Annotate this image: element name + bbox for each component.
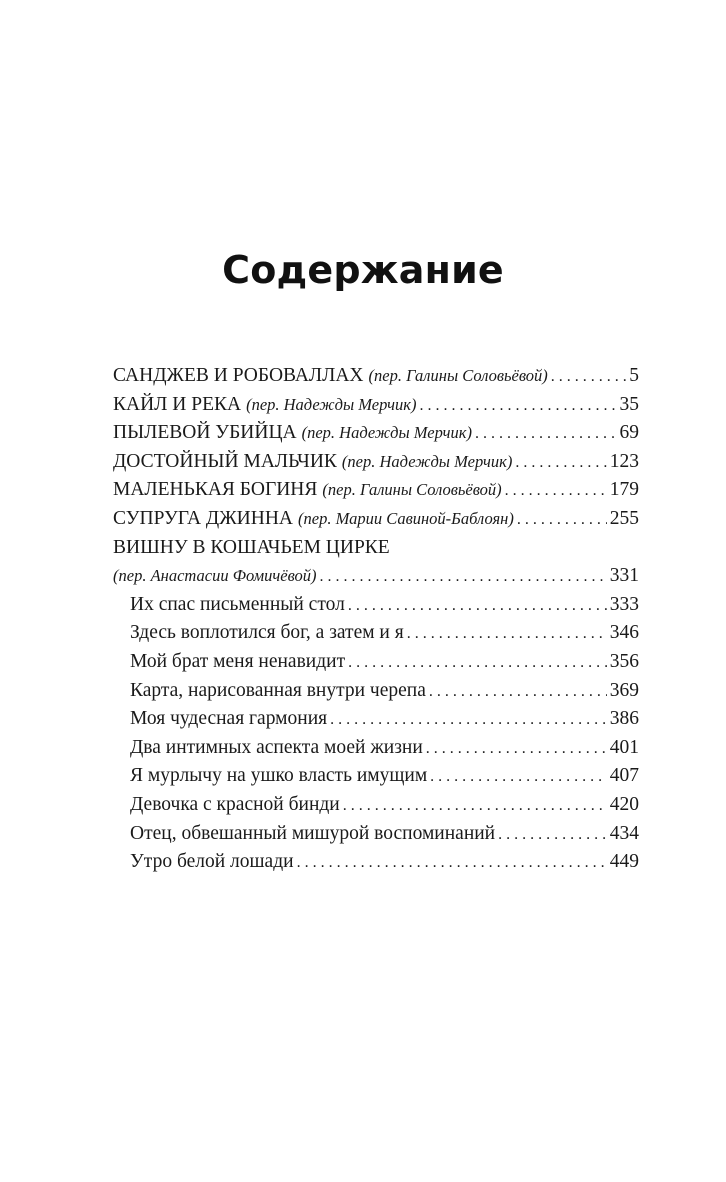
toc-entry-page: 255 bbox=[609, 507, 639, 529]
toc-entry-title: КАЙЛ И РЕКА bbox=[113, 393, 242, 415]
toc-entry-page: 179 bbox=[609, 479, 639, 501]
dot-leader bbox=[343, 797, 607, 815]
toc-subentry-title: Отец, обвешанный мишурой воспоминаний bbox=[130, 822, 496, 844]
dot-leader bbox=[475, 425, 617, 443]
toc-section-heading-vishnu[interactable]: ВИШНУ В КОШАЧЬЕМ ЦИРКЕ bbox=[113, 536, 390, 558]
dot-leader bbox=[348, 597, 607, 615]
dot-leader bbox=[330, 711, 607, 729]
toc-subentry-page: 333 bbox=[609, 593, 639, 615]
page-title: Содержание bbox=[222, 248, 504, 292]
toc-entry-translator: (пер. Надежды Мерчик) bbox=[301, 423, 472, 443]
toc-subentry[interactable] bbox=[113, 794, 639, 823]
toc-entry-dust-killer[interactable] bbox=[113, 422, 639, 451]
dot-leader bbox=[407, 625, 607, 643]
toc-subentry-title: Их спас письменный стол bbox=[130, 593, 345, 615]
dot-leader bbox=[419, 397, 616, 415]
dot-leader bbox=[515, 454, 606, 472]
toc-subentry[interactable] bbox=[113, 765, 639, 794]
toc-subentry-page: 356 bbox=[609, 650, 639, 672]
toc-entry-worthy-boy[interactable] bbox=[113, 451, 639, 480]
toc-entry-translator: (пер. Галины Соловьёвой) bbox=[368, 366, 548, 385]
toc-subentry-title: Девочка с красной бинди bbox=[130, 793, 340, 815]
toc-subentry-title: Я мурлычу на ушко власть имущим bbox=[130, 765, 428, 787]
dot-leader bbox=[551, 368, 626, 386]
toc-entry-title: ПЫЛЕВОЙ УБИЙЦА bbox=[113, 422, 297, 444]
toc-subentry[interactable] bbox=[113, 680, 639, 709]
toc-entry-translator: (пер. Надежды Мерчик) bbox=[341, 451, 513, 471]
toc-subentry-page: 401 bbox=[609, 736, 639, 758]
dot-leader bbox=[429, 683, 607, 701]
toc-entry-page: 123 bbox=[609, 450, 639, 472]
toc-entry-page: 69 bbox=[619, 422, 639, 444]
toc-subentry-page: 346 bbox=[609, 622, 639, 644]
toc-subentry[interactable] bbox=[113, 622, 639, 651]
toc-subentry-title: Карта, нарисованная внутри черепа bbox=[130, 679, 426, 701]
toc-entry-page: 35 bbox=[619, 393, 639, 415]
toc-subentry-page: 420 bbox=[609, 793, 639, 815]
toc-subentry-title: Утро белой лошади bbox=[130, 851, 294, 873]
toc-entry-little-goddess[interactable] bbox=[113, 479, 639, 508]
toc-entry-page: 331 bbox=[609, 565, 639, 587]
toc-subentry-page: 449 bbox=[609, 851, 639, 873]
toc-subentry-title: Моя чудесная гармония bbox=[130, 708, 328, 730]
toc-subentry-title: Два интимных аспекта моей жизни bbox=[130, 736, 423, 758]
toc-entry-title: СУПРУГА ДЖИННА bbox=[113, 507, 294, 529]
toc-entry-vishnu-translator[interactable] bbox=[113, 565, 639, 594]
toc-subentry[interactable] bbox=[113, 851, 639, 880]
toc-subentry-page: 386 bbox=[609, 708, 639, 730]
dot-leader bbox=[498, 826, 607, 844]
toc-subentry[interactable] bbox=[113, 737, 639, 766]
toc-subentry-page: 407 bbox=[609, 765, 639, 787]
dot-leader bbox=[320, 568, 607, 586]
toc-entry-translator: (пер. Надежды Мерчик) bbox=[246, 394, 417, 414]
dot-leader bbox=[430, 768, 607, 786]
toc-subentry[interactable] bbox=[113, 708, 639, 737]
dot-leader bbox=[517, 511, 607, 529]
toc-entry-page: 5 bbox=[629, 365, 639, 386]
toc-subentry[interactable] bbox=[113, 651, 639, 680]
toc-entry-translator: (пер. Анастасии Фомичёвой) bbox=[113, 566, 317, 586]
toc-entry-translator: (пер. Марии Савиной-Баблоян) bbox=[298, 508, 514, 528]
toc-subentry-page: 434 bbox=[609, 822, 639, 844]
dot-leader bbox=[505, 482, 607, 500]
toc-subentry[interactable] bbox=[113, 823, 639, 852]
table-of-contents bbox=[113, 365, 639, 880]
toc-entry-sanjeev[interactable] bbox=[113, 365, 639, 394]
toc-subentry-page: 369 bbox=[609, 679, 639, 701]
dot-leader bbox=[348, 654, 607, 672]
toc-entry-title: САНДЖЕВ И РОБОВАЛЛАХ bbox=[113, 365, 364, 386]
toc-entry-kyle[interactable] bbox=[113, 394, 639, 423]
toc-entry-translator: (пер. Галины Соловьёвой) bbox=[322, 480, 502, 500]
toc-subentry-title: Здесь воплотился бог, а затем и я bbox=[130, 622, 404, 644]
toc-entry-title: МАЛЕНЬКАЯ БОГИНЯ bbox=[113, 479, 318, 501]
toc-entry-title: ДОСТОЙНЫЙ МАЛЬЧИК bbox=[113, 450, 337, 472]
toc-subentry[interactable] bbox=[113, 594, 639, 623]
toc-entry-djinn-wife[interactable] bbox=[113, 508, 639, 537]
toc-subentry-title: Мой брат меня ненавидит bbox=[130, 650, 346, 672]
dot-leader bbox=[426, 740, 607, 758]
dot-leader bbox=[297, 854, 607, 872]
